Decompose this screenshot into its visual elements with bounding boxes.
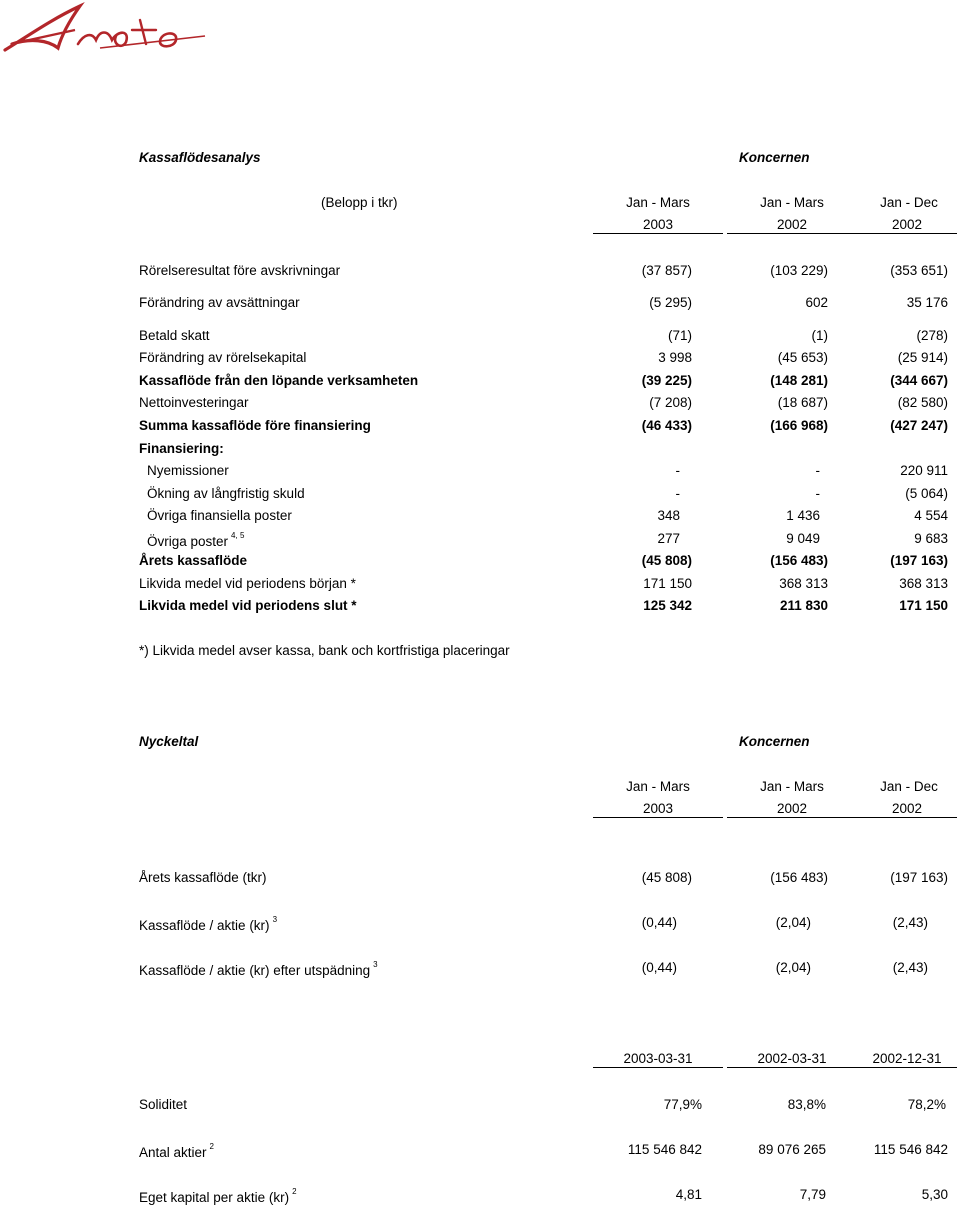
value-2003-03-31: 77,9%: [663, 1097, 702, 1112]
value-2002y: (2,43): [892, 915, 928, 930]
value-2002y: 4 554: [914, 508, 948, 523]
value-2002y: (427 247): [890, 418, 948, 433]
value-2003: 3 998: [658, 350, 692, 365]
value-2002-03-31: 89 076 265: [758, 1142, 826, 1157]
table-row: [0, 553, 960, 573]
unit-note: (Belopp i tkr): [321, 195, 398, 210]
footnote-ref: 3: [373, 960, 378, 969]
row-label: Antal aktier $^2$: [139, 1142, 214, 1160]
row-label: Summa kassaflöde före finansiering: [139, 418, 371, 433]
row-label: Soliditet: [139, 1097, 188, 1112]
kf-col-year-1: 2003: [593, 801, 723, 818]
svg-text:Anoto: Anoto: [0, 0, 3, 1]
value-2003: (46 433): [641, 418, 692, 433]
value-2002-12-31: 115 546 842: [873, 1142, 948, 1157]
value-2002y: 220 911: [900, 463, 948, 478]
table-row: [0, 295, 960, 315]
anoto-logo: [0, 0, 215, 60]
value-2002y: (82 580): [897, 395, 948, 410]
cashflow-group: Koncernen: [739, 150, 810, 165]
value-2003: (0,44): [641, 915, 677, 930]
col-period-1: Jan - Mars: [626, 195, 690, 210]
table-row: [0, 350, 960, 370]
kf-col-year-3: 2002: [857, 801, 957, 818]
value-2003: -: [675, 486, 680, 501]
row-label: Rörelseresultat före avskrivningar: [139, 263, 341, 278]
footnote-ref: 3: [272, 915, 278, 924]
value-2002y: (344 667): [890, 373, 948, 388]
row-label: Årets kassaflöde: [139, 553, 248, 568]
value-2003: (71): [667, 328, 692, 343]
value-2002-12-31: 5,30: [921, 1187, 948, 1202]
row-label: Övriga finansiella poster: [147, 508, 292, 523]
value-2002q: (103 229): [770, 263, 828, 278]
value-2003-03-31: 4,81: [675, 1187, 702, 1202]
table-row: [0, 328, 960, 348]
table-row: [0, 508, 960, 528]
row-label: Ökning av långfristig skuld: [147, 486, 305, 501]
row-label: Eget kapital per aktie (kr) $^2$: [139, 1187, 297, 1205]
value-2002q: 211 830: [779, 598, 828, 613]
kf-col-year-2: 2002: [727, 801, 857, 818]
row-label: Övriga poster $^{4, 5}$: [147, 531, 245, 549]
table-row: [0, 373, 960, 393]
cashflow-title: Kassaflödesanalys: [139, 150, 261, 165]
footnote-ref: 4, 5: [231, 531, 245, 540]
value-2003: -: [675, 463, 680, 478]
value-2002q: 9 049: [786, 531, 820, 546]
table-row: [0, 486, 960, 506]
value-2003: 348: [657, 508, 680, 523]
value-2002q: (45 653): [777, 350, 828, 365]
value-2002y: (5 064): [905, 486, 948, 501]
keyfigures-title: Nyckeltal: [139, 734, 199, 749]
value-2002q: -: [815, 463, 820, 478]
value-2002y: (197 163): [890, 870, 948, 885]
table-row: [0, 598, 960, 618]
row-label: Kassaflöde / aktie (kr) efter utspädning $^3$: [139, 960, 378, 978]
value-2002q: 368 313: [779, 576, 828, 591]
value-2003: (5 295): [649, 295, 692, 310]
value-2002q: (2,04): [775, 960, 811, 975]
value-2002-12-31: 78,2%: [907, 1097, 946, 1112]
value-2002y: 171 150: [899, 598, 948, 613]
table-row: [0, 263, 960, 283]
value-2002q: 1 436: [786, 508, 820, 523]
value-2002y: (197 163): [890, 553, 948, 568]
value-2003: 125 342: [643, 598, 692, 613]
value-2002y: (25 914): [897, 350, 948, 365]
value-2002q: -: [815, 486, 820, 501]
value-2002q: (166 968): [770, 418, 828, 433]
row-label: Kassaflöde från den löpande verksamheten: [139, 373, 419, 388]
table-row: [0, 531, 960, 551]
value-2002y: 9 683: [914, 531, 948, 546]
kf-col-period-2: Jan - Mars: [760, 779, 824, 794]
table-row: [0, 870, 960, 890]
section-heading-financing: Finansiering:: [139, 441, 224, 456]
value-2003: (7 208): [649, 395, 692, 410]
table-row: [0, 576, 960, 596]
value-2002q: 602: [805, 295, 828, 310]
value-2002q: (148 281): [770, 373, 828, 388]
value-2002y: 35 176: [906, 295, 948, 310]
table-row: [0, 463, 960, 483]
row-label: Likvida medel vid periodens början *: [139, 576, 356, 591]
kf-col-period-3: Jan - Dec: [880, 779, 938, 794]
row-label: Årets kassaflöde (tkr): [139, 870, 267, 885]
table-row: [0, 1097, 960, 1117]
col-year-1: 2003: [593, 217, 723, 234]
date-col-3: 2002-12-31: [857, 1051, 957, 1068]
value-2003: (45 808): [641, 553, 692, 568]
table-row: [0, 395, 960, 415]
value-2002y: 368 313: [899, 576, 948, 591]
value-2002q: (2,04): [775, 915, 811, 930]
row-label: Nettoinvesteringar: [139, 395, 249, 410]
keyfigures-group: Koncernen: [739, 734, 810, 749]
value-2003-03-31: 115 546 842: [627, 1142, 702, 1157]
footnote: *) Likvida medel avser kassa, bank och kortfristiga placeringar: [139, 643, 510, 658]
footnote-ref: 2: [209, 1142, 214, 1151]
value-2003: (39 225): [641, 373, 692, 388]
value-2002y: (278): [916, 328, 948, 343]
table-row: [0, 441, 960, 461]
value-2003: 277: [657, 531, 680, 546]
table-row: [0, 418, 960, 438]
value-2003: (45 808): [641, 870, 692, 885]
value-2003: (37 857): [641, 263, 692, 278]
footnote-ref: 2: [292, 1187, 297, 1196]
value-2002q: (156 483): [770, 553, 828, 568]
table-row: [0, 1142, 960, 1162]
date-col-1: 2003-03-31: [593, 1051, 723, 1068]
value-2002q: (1): [811, 328, 828, 343]
col-year-2: 2002: [727, 217, 857, 234]
date-col-2: 2002-03-31: [727, 1051, 857, 1068]
col-year-3: 2002: [857, 217, 957, 234]
row-label: Likvida medel vid periodens slut *: [139, 598, 357, 613]
row-label: Kassaflöde / aktie (kr) $^3$: [139, 915, 278, 933]
value-2002-03-31: 83,8%: [787, 1097, 826, 1112]
row-label: Betald skatt: [139, 328, 210, 343]
value-2002-03-31: 7,79: [799, 1187, 826, 1202]
value-2003: 171 150: [643, 576, 692, 591]
table-row: [0, 915, 960, 935]
value-2002q: (156 483): [770, 870, 828, 885]
value-2002y: (353 651): [890, 263, 948, 278]
value-2002q: (18 687): [777, 395, 828, 410]
value-2002y: (2,43): [892, 960, 928, 975]
row-label: Nyemissioner: [147, 463, 229, 478]
row-label: Förändring av avsättningar: [139, 295, 300, 310]
kf-col-period-1: Jan - Mars: [626, 779, 690, 794]
col-period-2: Jan - Mars: [760, 195, 824, 210]
value-2003: (0,44): [641, 960, 677, 975]
col-period-3: Jan - Dec: [880, 195, 938, 210]
table-row: [0, 1187, 960, 1207]
table-row: [0, 960, 960, 980]
row-label: Förändring av rörelsekapital: [139, 350, 307, 365]
